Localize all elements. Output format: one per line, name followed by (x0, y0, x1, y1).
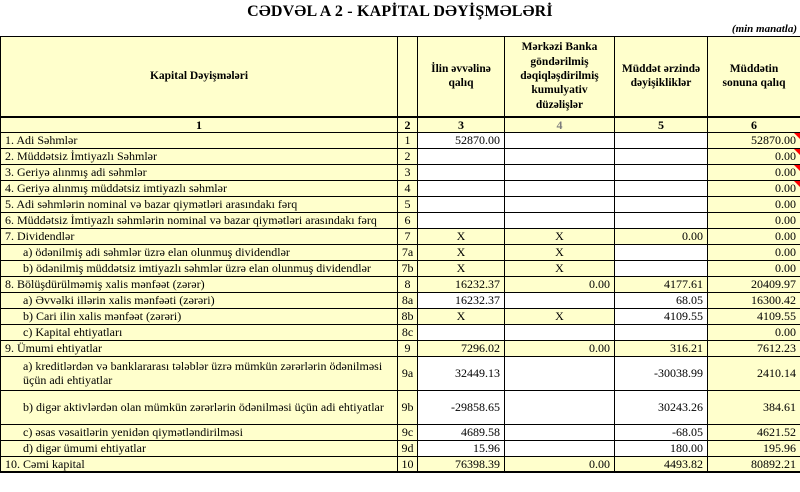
cell-col5: 30243.26 (615, 390, 708, 424)
cell-col5 (615, 196, 708, 212)
cell-col4 (505, 180, 615, 196)
row-label: 1. Adi Səhmlər (1, 132, 398, 148)
header-capital-changes: Kapital Dəyişmələri (1, 37, 398, 117)
row-number: 7b (398, 260, 418, 276)
row-label: 5. Adi səhmlərin nominal və bazar qiymətləri arasındakı fərq (1, 196, 398, 212)
cell-col4 (505, 390, 615, 424)
row-label: 2. Müddətsiz İmtiyazlı Səhmlər (1, 148, 398, 164)
table-row (1, 148, 800, 164)
cell-col3 (418, 180, 505, 196)
column-number-3: 3 (418, 117, 505, 133)
cell-col6: 0.00 (708, 324, 800, 340)
comment-marker-icon (794, 181, 800, 187)
cell-col6: 80892.21 (708, 456, 800, 472)
row-number: 10 (398, 456, 418, 472)
header-period-changes: Müddət ərzində dəyişikliklər (615, 37, 708, 117)
row-number: 2 (398, 148, 418, 164)
cell-col6: 4109.55 (708, 308, 800, 324)
cell-col4: 0.00 (505, 340, 615, 356)
row-label: 7. Dividendlər (1, 228, 398, 244)
cell-col6: 0.00 (708, 228, 800, 244)
row-number: 9 (398, 340, 418, 356)
cell-col4 (505, 356, 615, 390)
table-row (1, 276, 800, 292)
capital-changes-table (0, 36, 800, 473)
cell-col3: X (418, 308, 505, 324)
row-number: 8c (398, 324, 418, 340)
cell-col5: 316.21 (615, 340, 708, 356)
cell-col3 (418, 324, 505, 340)
cell-col6: 0.00 (708, 244, 800, 260)
table-row (1, 440, 800, 456)
table-body (1, 132, 800, 472)
cell-col4 (505, 196, 615, 212)
table-row (1, 340, 800, 356)
cell-col5 (615, 148, 708, 164)
cell-col3: 16232.37 (418, 292, 505, 308)
column-number-2: 2 (398, 117, 418, 133)
cell-col5: 4109.55 (615, 308, 708, 324)
cell-col3 (418, 148, 505, 164)
row-number: 7 (398, 228, 418, 244)
row-number: 8a (398, 292, 418, 308)
cell-col6: 0.00 (708, 148, 800, 164)
column-number-row (1, 117, 800, 133)
column-number-1: 1 (1, 117, 398, 133)
row-number: 9d (398, 440, 418, 456)
unit-note: (min manatla) (0, 23, 797, 35)
column-number-4: 4 (505, 117, 615, 133)
cell-col6: 0.00 (708, 196, 800, 212)
row-label: c) Kapital ehtiyatları (1, 324, 398, 340)
cell-col5: 180.00 (615, 440, 708, 456)
cell-col5: 0.00 (615, 228, 708, 244)
row-label: 8. Bölüşdürülməmiş xalis mənfəət (zərər) (1, 276, 398, 292)
column-number-6: 6 (708, 117, 800, 133)
row-label: 10. Cəmi kapital (1, 456, 398, 472)
page-title: CƏDVƏL A 2 - KAPİTAL DƏYİŞMƏLƏRİ (0, 3, 800, 21)
cell-col6: 2410.14 (708, 356, 800, 390)
table-row (1, 164, 800, 180)
cell-col5 (615, 180, 708, 196)
comment-marker-icon (794, 149, 800, 155)
cell-col6: 20409.97 (708, 276, 800, 292)
cell-col6: 52870.00 (708, 132, 800, 148)
cell-col3: 32449.13 (418, 356, 505, 390)
row-label: d) digər ümumi ehtiyatlar (1, 440, 398, 456)
cell-col6: 4621.52 (708, 424, 800, 440)
row-label: c) əsas vəsaitlərin yenidən qiymətləndirilməsi (1, 424, 398, 440)
cell-col3: 4689.58 (418, 424, 505, 440)
cell-col4 (505, 324, 615, 340)
cell-col4 (505, 132, 615, 148)
cell-col4 (505, 164, 615, 180)
row-label: b) Cari ilin xalis mənfəət (zərəri) (1, 308, 398, 324)
cell-col3: X (418, 260, 505, 276)
cell-col3: -29858.65 (418, 390, 505, 424)
row-label: b) ödənilmiş müddətsiz imtiyazlı səhmlər üzrə elan olunmuş dividendlər (1, 260, 398, 276)
cell-col4: X (505, 260, 615, 276)
header-central-bank-adjustments: Mərkəzi Banka göndərilmiş dəqiqləşdirilmiş kumulyativ düzəlişlər (505, 37, 615, 117)
comment-marker-icon (794, 165, 800, 171)
column-number-5: 5 (615, 117, 708, 133)
cell-col6: 0.00 (708, 164, 800, 180)
cell-col6: 0.00 (708, 180, 800, 196)
row-number: 6 (398, 212, 418, 228)
cell-col3: 15.96 (418, 440, 505, 456)
cell-col4: X (505, 228, 615, 244)
cell-col3: 76398.39 (418, 456, 505, 472)
cell-col4 (505, 440, 615, 456)
header-row-number (398, 37, 418, 117)
row-number: 9a (398, 356, 418, 390)
row-label: a) kreditlərdən və banklararası tələblər üzrə mümkün zərərlərin ödənilməsi üçün adi ehtiyatlar (1, 356, 398, 390)
row-number: 9b (398, 390, 418, 424)
row-number: 4 (398, 180, 418, 196)
cell-col6: 7612.23 (708, 340, 800, 356)
row-number: 9c (398, 424, 418, 440)
cell-col3: 7296.02 (418, 340, 505, 356)
table-row (1, 324, 800, 340)
table-row (1, 308, 800, 324)
table-row (1, 228, 800, 244)
cell-col6: 0.00 (708, 260, 800, 276)
row-label: 4. Geriyə alınmış müddətsiz imtiyazlı səhmlər (1, 180, 398, 196)
header-begin-year-balance: İlin əvvəlinə qalıq (418, 37, 505, 117)
row-label: a) ödənilmiş adi səhmlər üzrə elan olunmuş dividendlər (1, 244, 398, 260)
cell-col5: -30038.99 (615, 356, 708, 390)
cell-col4: 0.00 (505, 456, 615, 472)
cell-col6: 195.96 (708, 440, 800, 456)
cell-col4 (505, 424, 615, 440)
table-row (1, 244, 800, 260)
cell-col6: 16300.42 (708, 292, 800, 308)
table-row (1, 132, 800, 148)
cell-col4: X (505, 308, 615, 324)
table-row (1, 196, 800, 212)
cell-col5 (615, 164, 708, 180)
cell-col4 (505, 148, 615, 164)
table-header-row (1, 37, 800, 117)
cell-col5 (615, 132, 708, 148)
cell-col4: 0.00 (505, 276, 615, 292)
header-end-period-balance: Müddətin sonuna qalıq (708, 37, 800, 117)
cell-col4 (505, 292, 615, 308)
table-row (1, 456, 800, 472)
cell-col5: 68.05 (615, 292, 708, 308)
row-number: 7a (398, 244, 418, 260)
cell-col4 (505, 212, 615, 228)
table-row (1, 212, 800, 228)
row-number: 8 (398, 276, 418, 292)
cell-col3 (418, 164, 505, 180)
table-row (1, 356, 800, 390)
table-row (1, 424, 800, 440)
table-row (1, 180, 800, 196)
row-number: 1 (398, 132, 418, 148)
cell-col3: X (418, 244, 505, 260)
cell-col3: X (418, 228, 505, 244)
row-number: 8b (398, 308, 418, 324)
cell-col5 (615, 324, 708, 340)
row-label: 6. Müddətsiz İmtiyazlı səhmlərin nominal və bazar qiymətləri arasındakı fərq (1, 212, 398, 228)
table-row (1, 390, 800, 424)
table-row (1, 292, 800, 308)
cell-col4: X (505, 244, 615, 260)
cell-col3: 16232.37 (418, 276, 505, 292)
cell-col5 (615, 244, 708, 260)
cell-col5 (615, 260, 708, 276)
row-label: a) Əvvəlki illərin xalis mənfəəti (zərəri) (1, 292, 398, 308)
cell-col3 (418, 196, 505, 212)
comment-marker-icon (794, 133, 800, 139)
cell-col5: 4177.61 (615, 276, 708, 292)
row-label: 3. Geriyə alınmış adi səhmlər (1, 164, 398, 180)
cell-col5: -68.05 (615, 424, 708, 440)
row-number: 5 (398, 196, 418, 212)
cell-col3 (418, 212, 505, 228)
row-number: 3 (398, 164, 418, 180)
cell-col3: 52870.00 (418, 132, 505, 148)
cell-col6: 0.00 (708, 212, 800, 228)
row-label: b) digər aktivlərdən olan mümkün zərərlərin ödənilməsi üçün adi ehtiyatlar (1, 390, 398, 424)
cell-col5: 4493.82 (615, 456, 708, 472)
table-row (1, 260, 800, 276)
cell-col6: 384.61 (708, 390, 800, 424)
row-label: 9. Ümumi ehtiyatlar (1, 340, 398, 356)
cell-col5 (615, 212, 708, 228)
